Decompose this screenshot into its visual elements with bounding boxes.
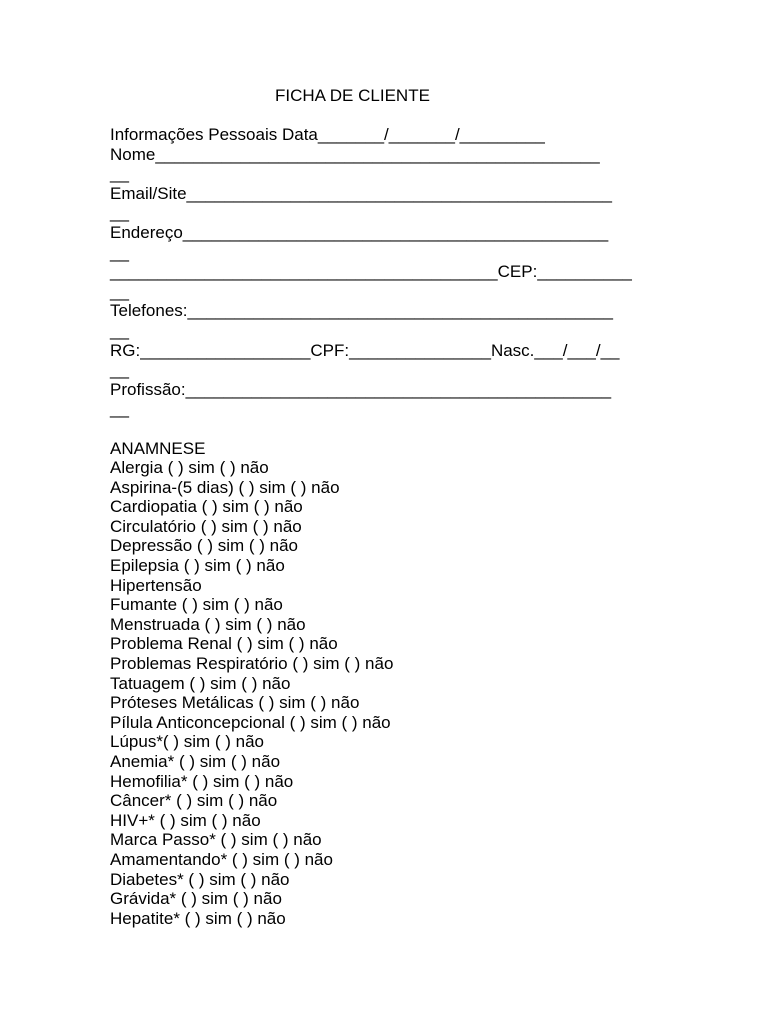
anamnese-item: Pílula Anticoncepcional ( ) sim ( ) não <box>110 712 391 732</box>
anamnese-item: Tatuagem ( ) sim ( ) não <box>110 673 291 693</box>
anamnese-item: Marca Passo* ( ) sim ( ) não <box>110 830 322 850</box>
profession-line-continuation: __ <box>110 399 129 419</box>
anamnese-section <box>110 439 670 929</box>
cep-line-continuation: __ <box>110 281 129 301</box>
email-site-line: Email/Site_____________________________________________ <box>110 183 612 203</box>
section-spacer <box>110 419 670 439</box>
cep-line: _________________________________________CEP:__________ <box>110 262 632 282</box>
anamnese-item: Grávida* ( ) sim ( ) não <box>110 889 282 909</box>
anamnese-item: Câncer* ( ) sim ( ) não <box>110 791 278 811</box>
anamnese-item: Fumante ( ) sim ( ) não <box>110 595 283 615</box>
personal-info-date-line: Informações Pessoais Data_______/_______/_________ <box>110 125 545 144</box>
anamnese-item: Cardiopatia ( ) sim ( ) não <box>110 497 303 517</box>
anamnese-item: Alergia ( ) sim ( ) não <box>110 458 269 478</box>
address-line: Endereço_____________________________________________ <box>110 222 609 242</box>
anamnese-item: Menstruada ( ) sim ( ) não <box>110 614 306 634</box>
anamnese-item: Aspirina-(5 dias) ( ) sim ( ) não <box>110 477 340 497</box>
anamnese-item: HIV+* ( ) sim ( ) não <box>110 810 261 830</box>
profession-line: Profissão:_____________________________________________ <box>110 379 612 399</box>
anamnese-item: Circulatório ( ) sim ( ) não <box>110 516 302 536</box>
form-body <box>110 125 670 928</box>
anamnese-item: Lúpus*( ) sim ( ) não <box>110 732 264 752</box>
anamnese-item: Próteses Metálicas ( ) sim ( ) não <box>110 693 360 713</box>
anamnese-heading: ANAMNESE <box>110 438 206 458</box>
rg-cpf-birth-line: RG:__________________CPF:_______________Nasc.___/___/__ <box>110 340 620 360</box>
address-line-continuation: __ <box>110 242 129 262</box>
anamnese-item: Problema Renal ( ) sim ( ) não <box>110 634 338 654</box>
anamnese-item: Problemas Respiratório ( ) sim ( ) não <box>110 654 394 674</box>
rg-cpf-birth-line-continuation: __ <box>110 360 129 380</box>
anamnese-item: Anemia* ( ) sim ( ) não <box>110 752 281 771</box>
anamnese-item: Amamentando* ( ) sim ( ) não <box>110 849 333 869</box>
name-line-continuation: __ <box>110 164 129 184</box>
phones-line: Telefones:_____________________________________________ <box>110 301 613 321</box>
personal-info-section <box>110 125 670 419</box>
anamnese-item: Epilepsia ( ) sim ( ) não <box>110 556 285 576</box>
name-line: Nome_______________________________________________ <box>110 144 600 164</box>
anamnese-item: Hemofilia* ( ) sim ( ) não <box>110 771 294 791</box>
anamnese-item: Diabetes* ( ) sim ( ) não <box>110 869 290 889</box>
anamnese-item: Hepatite* ( ) sim ( ) não <box>110 908 286 928</box>
form-title: FICHA DE CLIENTE <box>275 86 430 105</box>
phones-line-continuation: __ <box>110 320 129 340</box>
email-site-line-continuation: __ <box>110 203 129 223</box>
anamnese-item: Hipertensão <box>110 575 202 595</box>
anamnese-item: Depressão ( ) sim ( ) não <box>110 536 298 556</box>
